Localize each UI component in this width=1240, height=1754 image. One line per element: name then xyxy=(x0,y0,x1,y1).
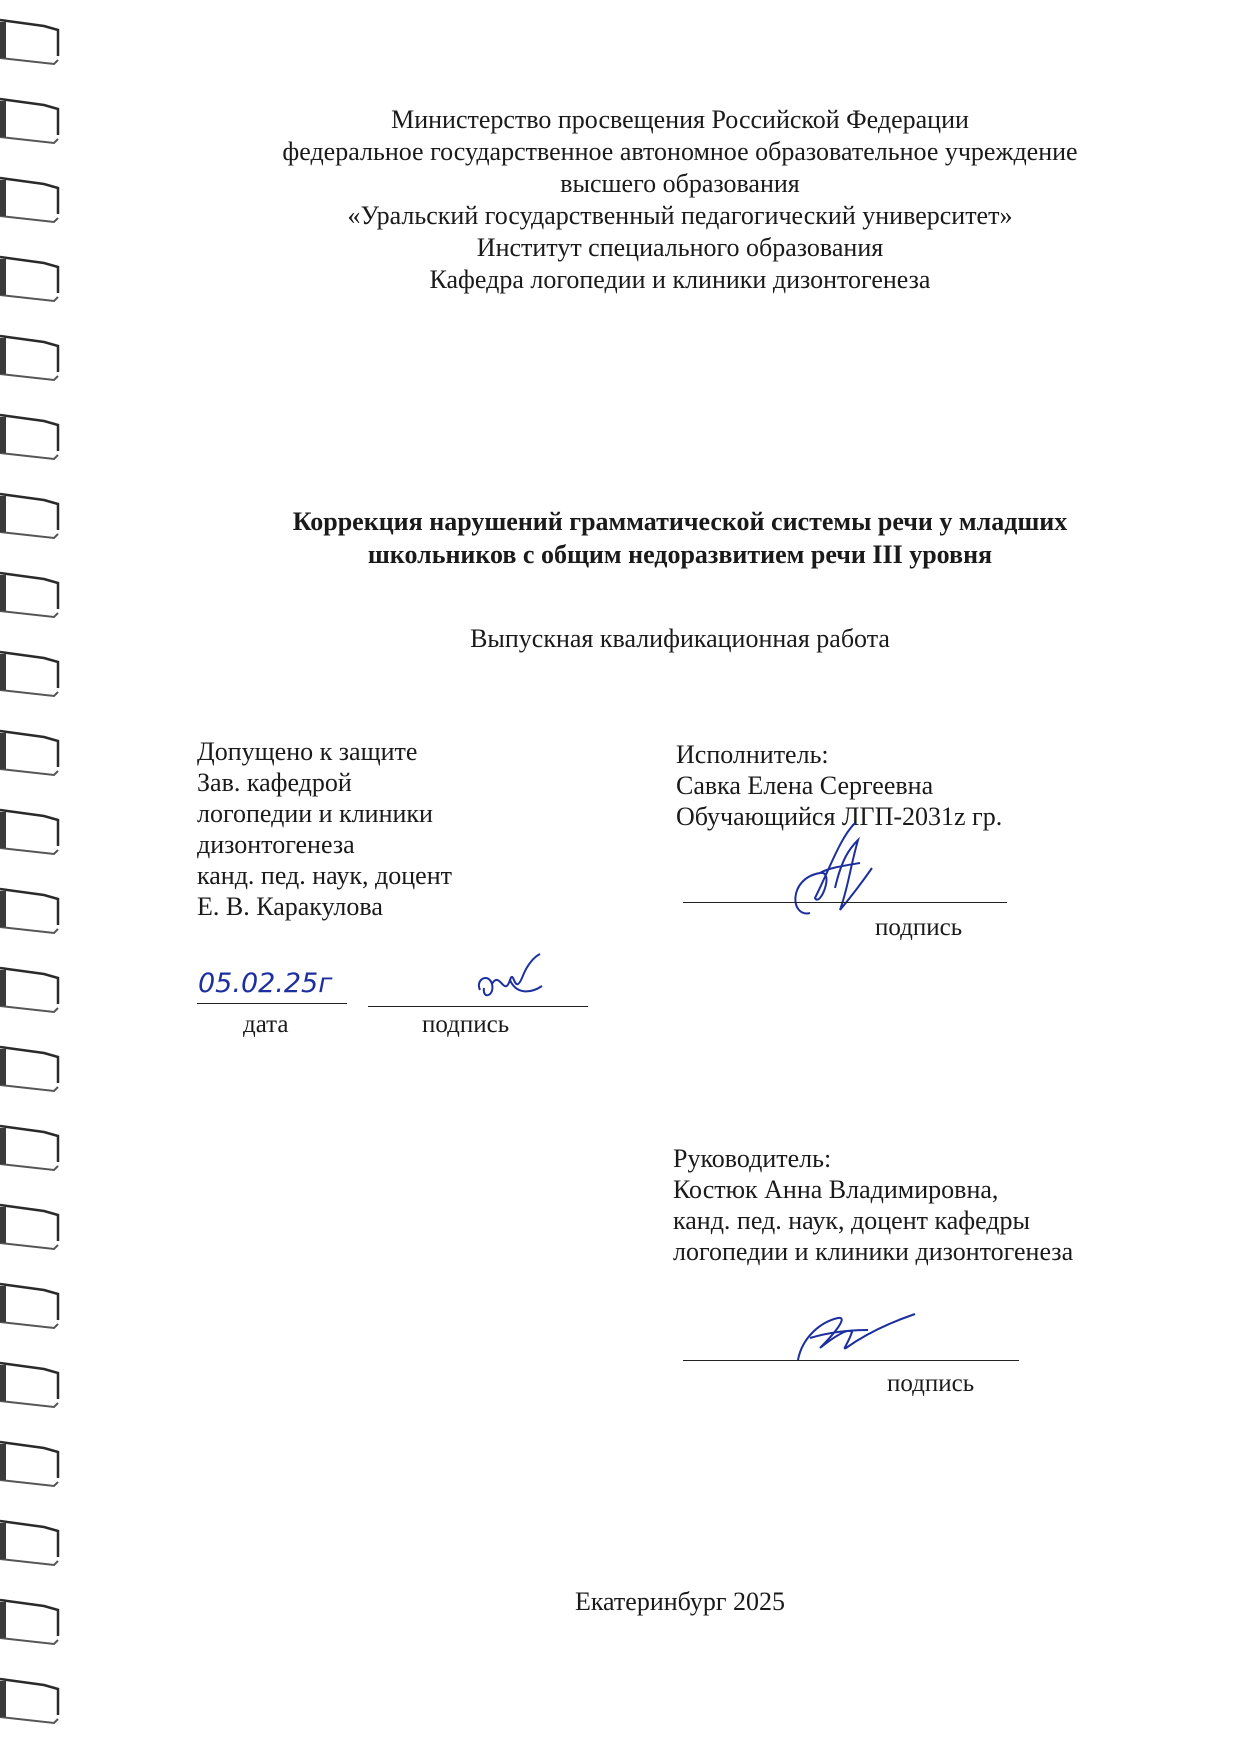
binding-ring xyxy=(0,178,58,222)
spiral-binding xyxy=(0,0,70,1754)
institute-line: Институт специального образования xyxy=(476,233,884,262)
approval-line: Е. В. Каракулова xyxy=(197,892,383,921)
binding-ring xyxy=(0,1442,58,1486)
binding-ring xyxy=(0,99,58,143)
binding-ring xyxy=(0,1521,58,1565)
ministry-line: Министерство просвещения Российской Федерации xyxy=(391,105,969,134)
binding-ring xyxy=(0,415,58,459)
supervisor-name: Костюк Анна Владимировна, xyxy=(673,1175,999,1204)
institution-header xyxy=(130,104,1230,296)
approval-signature-label: подпись xyxy=(422,1011,510,1038)
thesis-title-line-1: Коррекция нарушений грамматической системы речи у младших xyxy=(292,507,1068,536)
supervisor-signature-line xyxy=(683,1360,1019,1361)
work-type: Выпускная квалификационная работа xyxy=(470,624,890,653)
executor-signature-label: подпись xyxy=(875,914,963,941)
executor-name: Савка Елена Сергеевна xyxy=(676,771,934,800)
binding-ring xyxy=(0,257,58,301)
binding-ring xyxy=(0,20,58,64)
approval-date-handwritten: 05.02.25г xyxy=(198,968,333,999)
approval-line: дизонтогенеза xyxy=(197,830,355,859)
education-level-line: высшего образования xyxy=(560,169,800,198)
executor-signature-line xyxy=(683,902,1007,903)
supervisor-block xyxy=(673,1143,1073,1267)
executor-signature xyxy=(780,818,890,928)
binding-ring xyxy=(0,573,58,617)
binding-ring xyxy=(0,652,58,696)
supervisor-signature-label: подпись xyxy=(887,1370,975,1397)
supervisor-position: канд. пед. наук, доцент кафедры xyxy=(673,1206,1031,1235)
binding-ring xyxy=(0,1126,58,1170)
university-name-line: «Уральский государственный педагогический университет» xyxy=(347,201,1013,230)
department-line: Кафедра логопедии и клиники дизонтогенеза xyxy=(429,265,931,294)
binding-ring xyxy=(0,731,58,775)
approval-line: канд. пед. наук, доцент xyxy=(197,861,452,890)
binding-ring xyxy=(0,889,58,933)
binding-ring xyxy=(0,336,58,380)
binding-ring xyxy=(0,1600,58,1644)
thesis-title-line-2: школьников с общим недоразвитием речи III уровня xyxy=(367,540,993,569)
binding-ring xyxy=(0,1363,58,1407)
binding-ring xyxy=(0,810,58,854)
supervisor-signature xyxy=(790,1308,920,1368)
approval-line: логопедии и клиники xyxy=(197,799,433,828)
binding-ring xyxy=(0,1205,58,1249)
institution-type-line: федеральное государственное автономное образовательное учреждение xyxy=(282,137,1078,166)
executor-heading: Исполнитель: xyxy=(676,740,829,769)
binding-ring xyxy=(0,968,58,1012)
approval-line: Допущено к защите xyxy=(197,737,418,766)
thesis-title xyxy=(130,505,1230,571)
binding-ring xyxy=(0,494,58,538)
supervisor-heading: Руководитель: xyxy=(673,1144,832,1173)
executor-group: Обучающийся ЛГП-2031z гр. xyxy=(676,802,1003,831)
supervisor-department: логопедии и клиники дизонтогенеза xyxy=(673,1237,1074,1266)
binding-ring xyxy=(0,1679,58,1723)
approval-block xyxy=(197,736,452,922)
approval-line: Зав. кафедрой xyxy=(197,768,352,797)
city-year: Екатеринбург 2025 xyxy=(574,1587,786,1616)
date-line xyxy=(197,1003,347,1004)
binding-ring xyxy=(0,1047,58,1091)
binding-ring xyxy=(0,1284,58,1328)
head-of-department-signature xyxy=(470,950,570,1020)
date-label: дата xyxy=(243,1011,289,1038)
